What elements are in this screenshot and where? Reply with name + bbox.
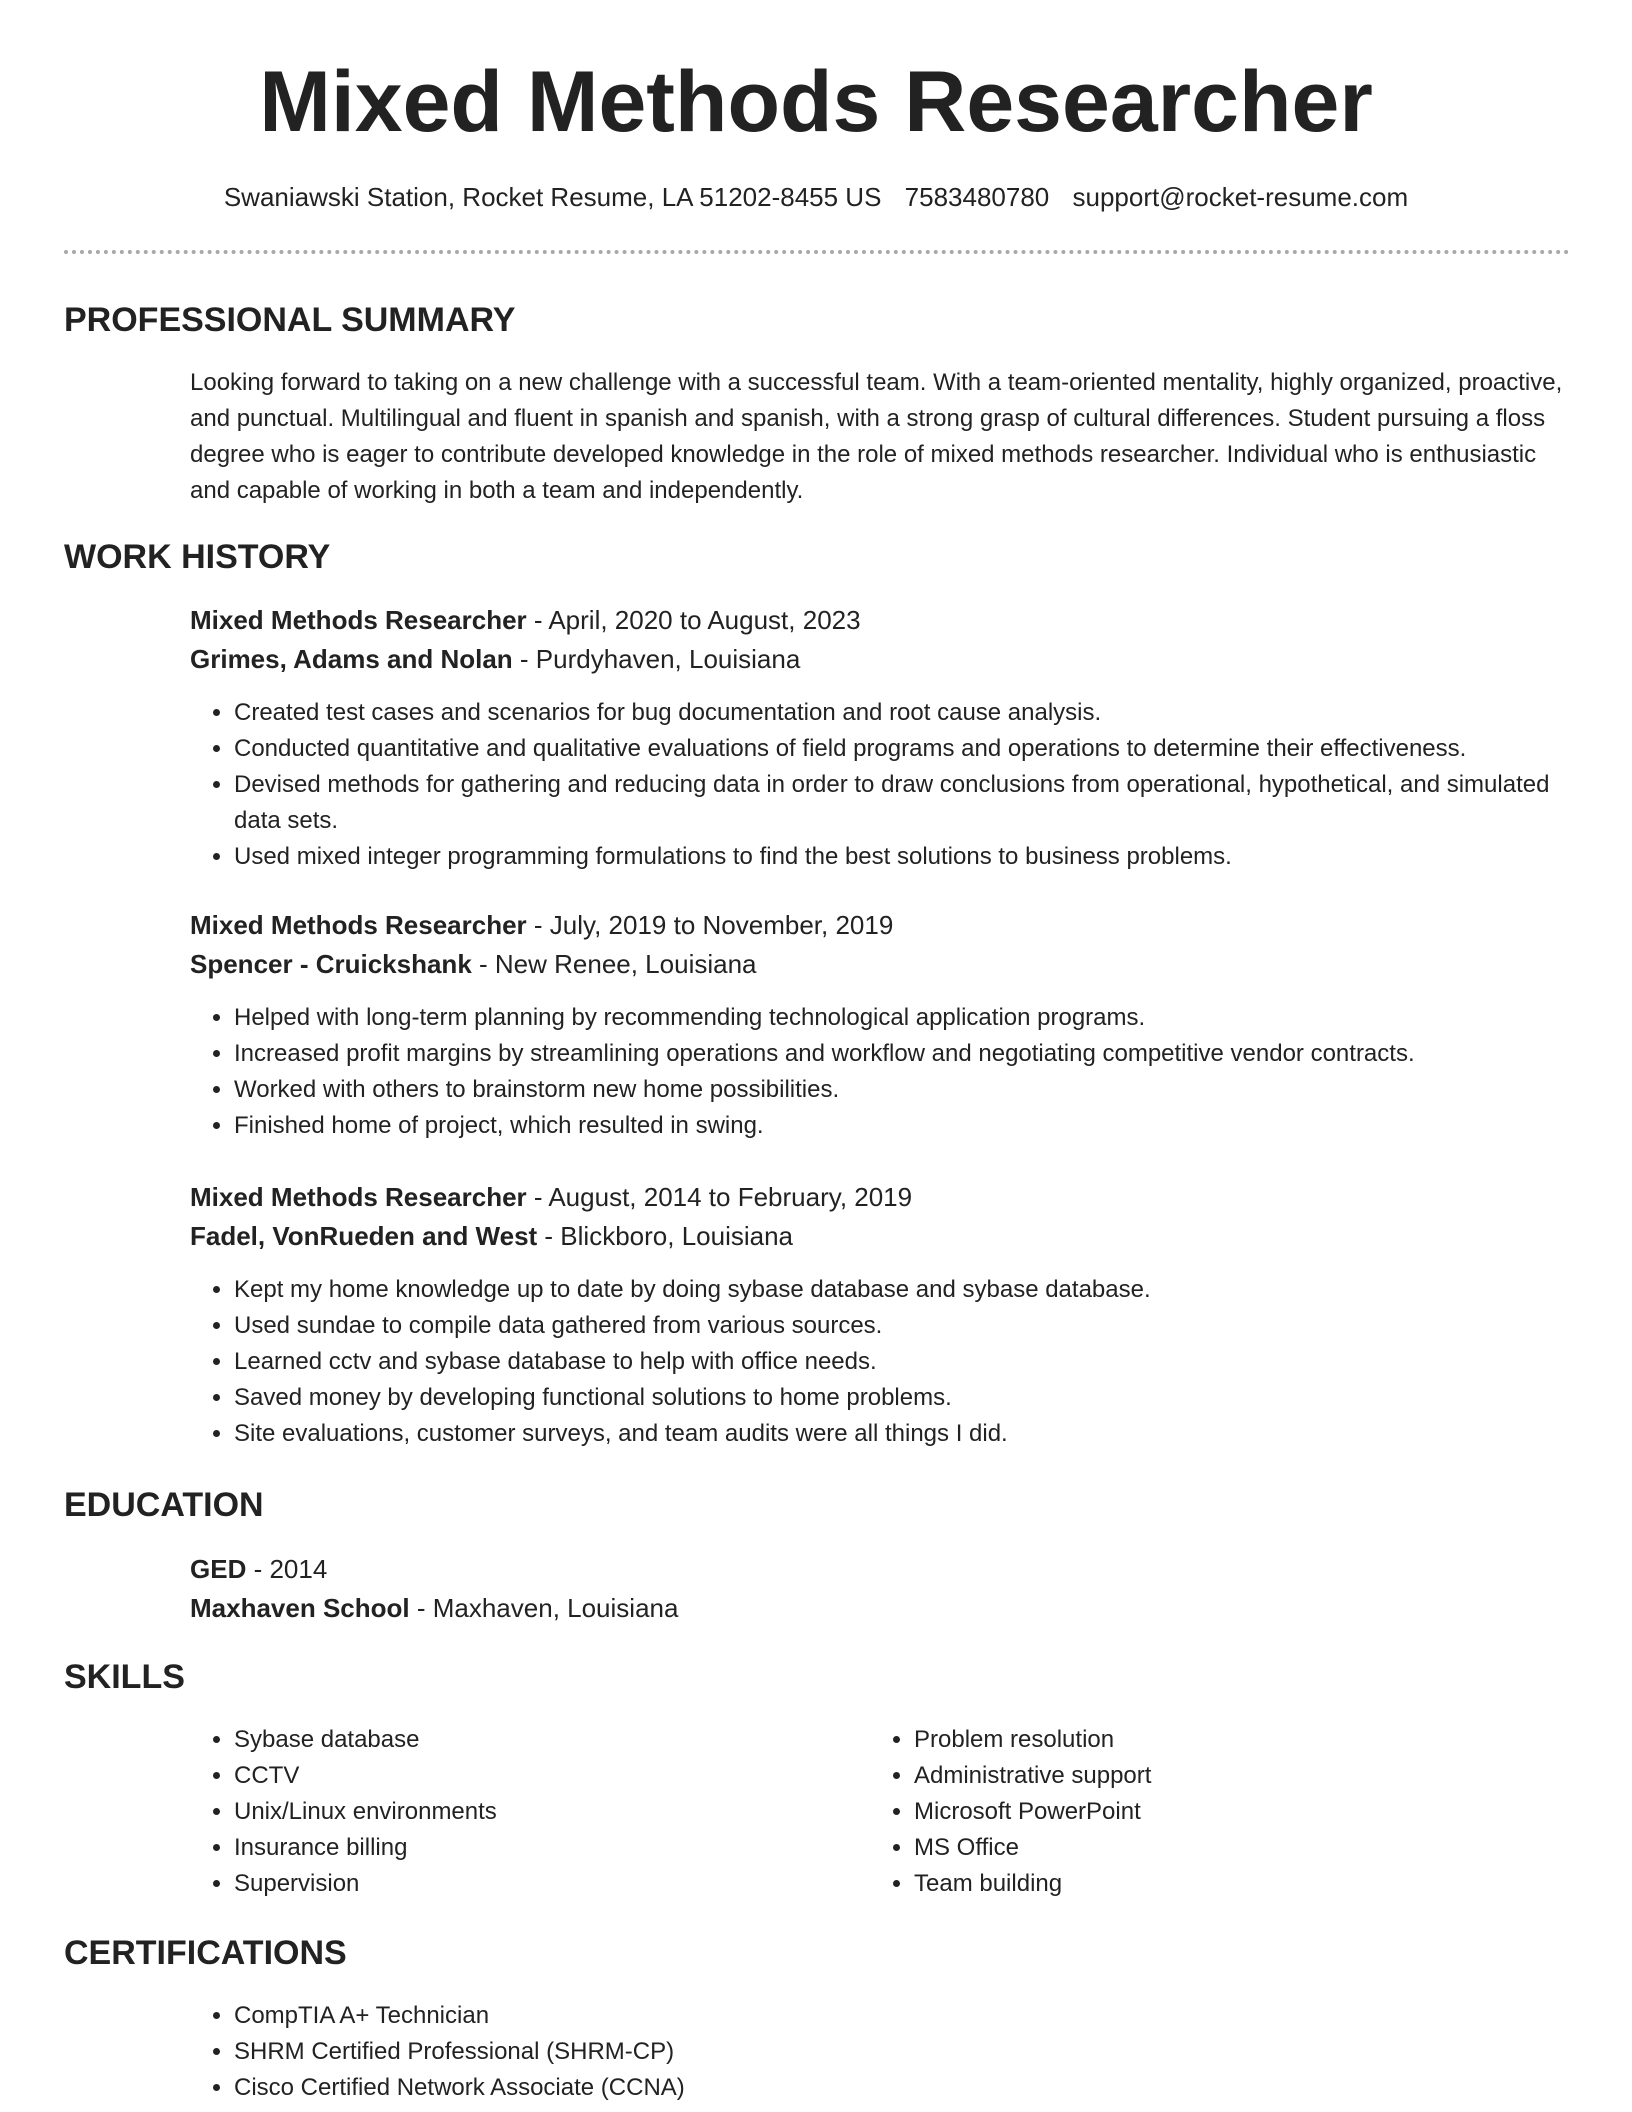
job-bullet: • Created test cases and scenarios for bug documentation and root cause analysis.	[234, 695, 1570, 731]
job-bullet: • Learned cctv and sybase database to help with office needs.	[234, 1344, 1570, 1380]
certifications-section	[190, 1998, 1570, 2106]
job-company: Grimes, Adams and Nolan	[190, 644, 513, 674]
job-location: - New Renee, Louisiana	[471, 949, 757, 979]
skills-list	[870, 1722, 1570, 1902]
job-bullets	[190, 1272, 1570, 1452]
education-school-line	[190, 1589, 1570, 1628]
work-history-heading: WORK HISTORY	[64, 538, 331, 576]
job-dates: - July, 2019 to November, 2019	[526, 910, 894, 940]
job-bullets	[190, 1000, 1570, 1144]
education-school: Maxhaven School	[190, 1593, 410, 1623]
job-bullet: • Devised methods for gathering and reducing data in order to draw conclusions from operational, hypothetical, and simulated data sets.	[234, 767, 1570, 839]
job-company-line	[190, 945, 1570, 984]
certification-item: • CompTIA A+ Technician	[234, 1998, 1570, 2034]
job-bullet: • Worked with others to brainstorm new home possibilities.	[234, 1072, 1570, 1108]
job-dates: - August, 2014 to February, 2019	[526, 1182, 913, 1212]
education-entry	[190, 1550, 1570, 1628]
contact-address: Swaniawski Station, Rocket Resume, LA 51202-8455 US	[223, 182, 882, 212]
education-degree-line	[190, 1550, 1570, 1589]
skill-item: • Sybase database	[234, 1722, 850, 1758]
skills-left-column	[190, 1722, 850, 1902]
skill-item: • Insurance billing	[234, 1830, 850, 1866]
skill-item: • MS Office	[914, 1830, 1570, 1866]
job-location: - Purdyhaven, Louisiana	[512, 644, 801, 674]
certifications-list	[190, 1998, 1570, 2106]
job-company: Fadel, VonRueden and West	[190, 1221, 538, 1251]
skill-item: • Problem resolution	[914, 1722, 1570, 1758]
job-company-line	[190, 640, 1570, 679]
contact-line	[0, 180, 1632, 214]
contact-phone: 7583480780	[904, 182, 1050, 212]
resume-title: Mixed Methods Researcher	[259, 54, 1373, 150]
job-bullet: • Used mixed integer programming formulations to find the best solutions to business problems.	[234, 839, 1570, 875]
job-title-line	[190, 1178, 1570, 1217]
job-title-line	[190, 601, 1570, 640]
job-bullets	[190, 695, 1570, 875]
job-entry	[190, 1178, 1570, 1452]
job-title: Mixed Methods Researcher	[190, 910, 527, 940]
skills-right-column	[870, 1722, 1570, 1902]
job-entry	[190, 601, 1570, 875]
summary-heading: PROFESSIONAL SUMMARY	[64, 301, 516, 339]
job-bullet: • Saved money by developing functional solutions to home problems.	[234, 1380, 1570, 1416]
job-location: - Blickboro, Louisiana	[537, 1221, 794, 1251]
job-company-line	[190, 1217, 1570, 1256]
skills-heading: SKILLS	[64, 1658, 185, 1696]
job-dates: - April, 2020 to August, 2023	[526, 605, 861, 635]
certifications-heading: CERTIFICATIONS	[64, 1934, 347, 1972]
job-bullet: • Finished home of project, which resulted in swing.	[234, 1108, 1570, 1144]
summary-section	[190, 365, 1570, 509]
job-title-line	[190, 906, 1570, 945]
skill-item: • Unix/Linux environments	[234, 1794, 850, 1830]
header-divider	[64, 250, 1570, 254]
job-bullet: • Site evaluations, customer surveys, and team audits were all things I did.	[234, 1416, 1570, 1452]
summary-text: Looking forward to taking on a new challenge with a successful team. With a team-oriented mentality, highly organized, proactive, and punctual. Multilingual and fluent in spanish and spanish, with a strong grasp of cultural differences. Student pursuing a floss degree who is eager to contribute developed knowledge in the role of mixed methods researcher. Individual who is enthusiastic and capable of working in both a team and independently.	[190, 369, 1563, 504]
certification-item: • Cisco Certified Network Associate (CCNA)	[234, 2070, 1570, 2106]
education-heading: EDUCATION	[64, 1486, 264, 1524]
skill-item: • Supervision	[234, 1866, 850, 1902]
contact-email: support@rocket-resume.com	[1072, 182, 1409, 212]
certification-item: • SHRM Certified Professional (SHRM-CP)	[234, 2034, 1570, 2070]
job-bullet: • Helped with long-term planning by recommending technological application programs.	[234, 1000, 1570, 1036]
skills-list	[190, 1722, 850, 1902]
job-bullet: • Used sundae to compile data gathered from various sources.	[234, 1308, 1570, 1344]
skill-item: • Microsoft PowerPoint	[914, 1794, 1570, 1830]
education-year: - 2014	[246, 1554, 328, 1584]
skill-item: • Team building	[914, 1866, 1570, 1902]
job-bullet: • Conducted quantitative and qualitative evaluations of field programs and operations to determine their effectiveness.	[234, 731, 1570, 767]
skill-item: • CCTV	[234, 1758, 850, 1794]
job-entry	[190, 906, 1570, 1144]
job-title: Mixed Methods Researcher	[190, 1182, 527, 1212]
education-degree: GED	[190, 1554, 247, 1584]
education-location: - Maxhaven, Louisiana	[409, 1593, 679, 1623]
skill-item: • Administrative support	[914, 1758, 1570, 1794]
job-bullet: • Kept my home knowledge up to date by doing sybase database and sybase database.	[234, 1272, 1570, 1308]
job-bullet: • Increased profit margins by streamlining operations and workflow and negotiating competitive vendor contracts.	[234, 1036, 1570, 1072]
job-title: Mixed Methods Researcher	[190, 605, 527, 635]
job-company: Spencer - Cruickshank	[190, 949, 472, 979]
